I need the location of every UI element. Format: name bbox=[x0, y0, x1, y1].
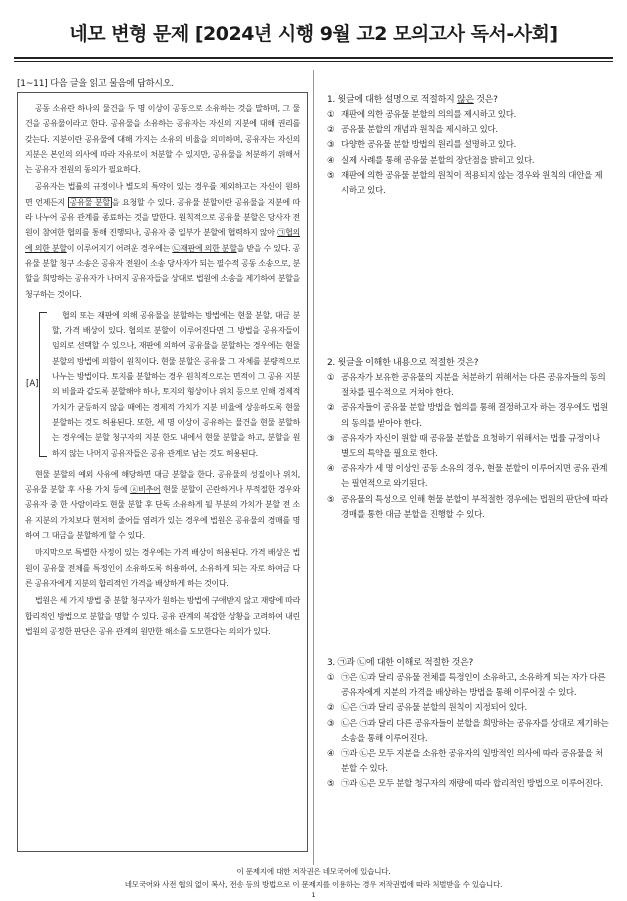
option-text: 실제 사례를 통해 공유물 분할의 장단점을 밝히고 있다. bbox=[341, 155, 535, 166]
option[interactable] bbox=[327, 462, 610, 492]
header-rule bbox=[14, 57, 613, 59]
option[interactable] bbox=[327, 138, 610, 153]
option-number: ⑤ bbox=[327, 494, 335, 505]
option[interactable] bbox=[327, 154, 610, 169]
page-header bbox=[14, 19, 613, 46]
option-number: ① bbox=[327, 673, 335, 683]
question-3 bbox=[327, 656, 610, 793]
option[interactable] bbox=[327, 777, 610, 792]
section-a-paragraph: 협의 또는 재판에 의해 공유물을 분할하는 방법에는 현물 분할, 대금 분할, 가격 배상이 있다. 협의로 분할이 이루어진다면 그 방법을 공유자들이 임의로 선택할 수 있으나, 재판에 의하여 공유물을 분할하는 경우에는 현물 분할의 방법에 의함이 원칙이다. 현물 분할은 공유물 그 자체를 분량적으로 나누는 방법이다. 토지를 분할하는 경우 원칙적으로는 면적이 그 공유 지분의 비율과 같도록 분할해야 하나, 토지의 형상이나 위치 등으로 인해 경제적 가치가 균등하지 않을 때에는 경제적 가치가 지분 비율에 상응하도록 현물 분할하는 것도 허용된다. 또한, 세 명 이상이 공유하는 물건을 현물 분할하는 경우에는 분할 청구자의 지분 한도 내에서 현물 분할을 하고, 분할을 원하지 않는 나머지 공유자들은 공유 관계로 남는 것도 허용된다. bbox=[52, 310, 300, 458]
copyright-line: 이 문제지에 대한 저작권은 네모국어에 있습니다. bbox=[236, 867, 391, 876]
page-title: 네모 변형 문제 [2024년 시행 9월 고2 모의고사 독서-사회] bbox=[69, 23, 558, 45]
option-text: 공유물의 특성으로 인해 현물 분할이 부적절한 경우에는 법원의 판단에 따라 경매를 통한 대금 분할을 진행할 수 있다. bbox=[341, 494, 608, 520]
option[interactable] bbox=[327, 671, 610, 701]
option-number: ② bbox=[327, 403, 335, 414]
option-text: ㉡은 ㉠과 달리 다른 공유자들이 분할을 희망하는 공유자를 상대로 제기하는 소송을 통해 이루어진다. bbox=[341, 718, 609, 744]
word-a-underlined: ⓐ비추어 bbox=[130, 485, 161, 495]
question-1 bbox=[327, 93, 610, 199]
option-number: ⑤ bbox=[327, 170, 335, 181]
option-text: ㉠과 ㉡은 모두 분할 청구자의 재량에 따라 합리적인 방법으로 이루어진다. bbox=[341, 779, 603, 790]
option[interactable] bbox=[327, 371, 610, 401]
option-number: ② bbox=[327, 125, 335, 136]
option-text: ㉠과 ㉡은 모두 지분을 소유한 공유자의 일방적인 의사에 따라 공유물을 처분할 수 있다. bbox=[341, 749, 603, 775]
option[interactable] bbox=[327, 717, 610, 747]
option-number: ② bbox=[327, 703, 335, 714]
term-partition-boxed: 공유물 분할 bbox=[69, 197, 110, 207]
passage-paragraph-2 bbox=[25, 179, 300, 301]
emphasis-underlined: 않은 bbox=[456, 95, 474, 105]
option-text: 공유자가 보유한 공유물의 지분을 처분하기 위해서는 다른 공유자들의 동의 절차를 필수적으로 거쳐야 한다. bbox=[341, 373, 606, 399]
option-number: ④ bbox=[327, 155, 335, 166]
option-text: 공유자가 세 명 이상인 공동 소유의 경우, 현물 분할이 이루어지면 공유 관계는 필연적으로 와기된다. bbox=[341, 464, 608, 490]
question-stem: 3. ㉠과 ㉡에 대한 이해로 적절한 것은? bbox=[327, 658, 473, 668]
option-number: ④ bbox=[327, 464, 335, 475]
option-number: ① bbox=[327, 373, 335, 383]
reading-passage bbox=[17, 92, 308, 852]
text-run: 을 받을 수 있다. 공유물 분할 청구 소송은 공유자 전원이 소송 당사자가 되는 필수적 공동 소송으로, 분할을 희망하는 공유자가 나머지 공유자들을 상대로 법원에 소송을 제기하여 분할을 청구하는 것이다. bbox=[25, 243, 300, 299]
option-number: ③ bbox=[327, 433, 335, 444]
option[interactable] bbox=[327, 747, 610, 777]
option[interactable] bbox=[327, 701, 610, 716]
term-b-underlined: ㉡재판에 의한 분할 bbox=[172, 243, 237, 253]
section-a-label: [A] bbox=[26, 379, 39, 390]
option-number: ① bbox=[327, 110, 335, 120]
section-a bbox=[25, 308, 300, 461]
text-run: 을 요청할 수 있다. 공유물 분할이란 공유물을 지분에 따라 나누어 공유 관계를 종료하는 것을 말한다. 원칙적으로 공유물 분할은 당사자 전원이 참여한 협의를 통해 진행되나, 공유자 중 일부가 분할에 협력하지 않아 bbox=[25, 197, 300, 238]
option[interactable] bbox=[327, 169, 610, 199]
option-text: ㉡은 ㉠과 달리 공유물 분할의 원칙이 지정되어 있다. bbox=[341, 703, 527, 714]
text-run: 것은? bbox=[473, 95, 498, 105]
text-run: 현물 분할이 곤란하거나 부적절한 경우와 공유자 중 한 사람이라도 현물 분할 후 단독 소유하게 될 부분의 가치가 분할 전 소유 지분의 가치보다 현저히 줄어들 염려가 있는 경우에 법원은 공유물의 경매를 명하여 그 대금을 분할하게 할 수 있다. bbox=[25, 485, 301, 541]
text-run: 1. 윗글에 대한 설명으로 적절하지 bbox=[327, 95, 457, 105]
option-text: 공유자가 자신이 원할 때 공유물 분할을 요청하기 위해서는 법률 규정이나 별도의 특약을 필요로 한다. bbox=[341, 433, 600, 460]
option-text: 재판에 의한 공유물 분할의 의의를 제시하고 있다. bbox=[341, 110, 517, 120]
option-text: 공유자들이 공유물 분할 방법을 협의를 통해 결정하고자 하는 경우에도 법원의 동의를 받아야 한다. bbox=[341, 403, 608, 429]
option[interactable] bbox=[327, 108, 610, 123]
option-number: ⑤ bbox=[327, 779, 335, 790]
option[interactable] bbox=[327, 493, 610, 523]
page-number: 1 bbox=[311, 891, 316, 899]
option-number: ④ bbox=[327, 749, 335, 760]
option-number: ③ bbox=[327, 140, 335, 151]
question-stem bbox=[327, 93, 610, 107]
passage-paragraph-5: 법원은 세 가지 방법 중 분할 청구자가 원하는 방법에 구애받지 않고 재량에 따라 합리적인 방법으로 분할을 명할 수 있다. 공유 관계의 복잡한 상황을 고려하여 내린 법원의 공정한 판단은 공유 관계의 원만한 해소를 도모한다는 의의가 있다. bbox=[25, 596, 300, 636]
question-2 bbox=[327, 356, 610, 523]
copyright-warning: 네모국어와 사전 협의 없이 복사, 전송 등의 방법으로 이 문제지를 이용하는 경우 저작권법에 따라 처벌받을 수 있습니다. bbox=[124, 880, 503, 889]
option[interactable] bbox=[327, 432, 610, 462]
option[interactable] bbox=[327, 123, 610, 138]
passage-paragraph-1: 공동 소유란 하나의 물건을 두 명 이상이 공동으로 소유하는 것을 말하며, 그 물건을 공유물이라고 한다. 공유물을 소유하는 공유자는 자신의 지분에 대해 권리를 갖는다. 지분이란 공유물에 대해 가지는 소유의 비율을 의미하며, 공유자는 자신의 지분은 본인의 의사에 따라 자유로이 처분할 수 있지만, 공유물을 처분하기 위해서는 공유자 전원의 동의가 필요하다. bbox=[25, 104, 300, 175]
text-run: 현물 분할의 예외 사유에 해당하면 대금 분할을 한다. 공유물의 성질이나 위치, 공유물 분할 후 사용 가치 등에 bbox=[25, 469, 300, 495]
option-text: 재판에 의한 공유물 분할의 원칙이 적용되지 않는 경우와 원칙의 대안을 제시하고 있다. bbox=[341, 170, 603, 197]
text-run: 공유자는 법률의 규정이나 별도의 특약이 있는 경우를 제외하고는 자신이 원하면 언제든지 bbox=[25, 182, 300, 207]
option-text: 공유물 분할의 개념과 원칙을 제시하고 있다. bbox=[341, 125, 498, 136]
option-number: ③ bbox=[327, 718, 335, 729]
header-rule-thin bbox=[14, 61, 613, 62]
text-run: 이 이루어지기 어려운 경우에는 bbox=[66, 243, 173, 253]
passage-paragraph-3 bbox=[25, 467, 300, 543]
option-text: ㉠은 ㉡과 달리 공유물 전체를 특정인이 소유하고, 소유하게 되는 자가 다른 공유자에게 지분의 가격을 배상하는 방법을 통해 이루어질 수 있다. bbox=[341, 673, 606, 699]
section-a-bracket bbox=[39, 312, 47, 457]
question-stem: 2. 윗글을 이해한 내용으로 적절한 것은? bbox=[327, 358, 479, 368]
option-text: 다양한 공유물 분할 방법의 원리를 설명하고 있다. bbox=[341, 140, 517, 151]
option[interactable] bbox=[327, 401, 610, 431]
passage-paragraph-4: 마지막으로 특별한 사정이 있는 경우에는 가격 배상이 허용된다. 가격 배상은 법원이 공유물 전체를 특정인이 소유하도록 허용하여, 소유하게 되는 자로 하여금 다른 공유자에게 지분의 합리적인 가격을 배상하게 하는 것이다. bbox=[25, 548, 300, 588]
instruction: [1~11] 다음 글을 읽고 물음에 답하시오. bbox=[17, 79, 174, 89]
column-divider bbox=[313, 70, 314, 865]
term-a-underlined: ㉠협의에 의한 분할 bbox=[25, 228, 300, 253]
